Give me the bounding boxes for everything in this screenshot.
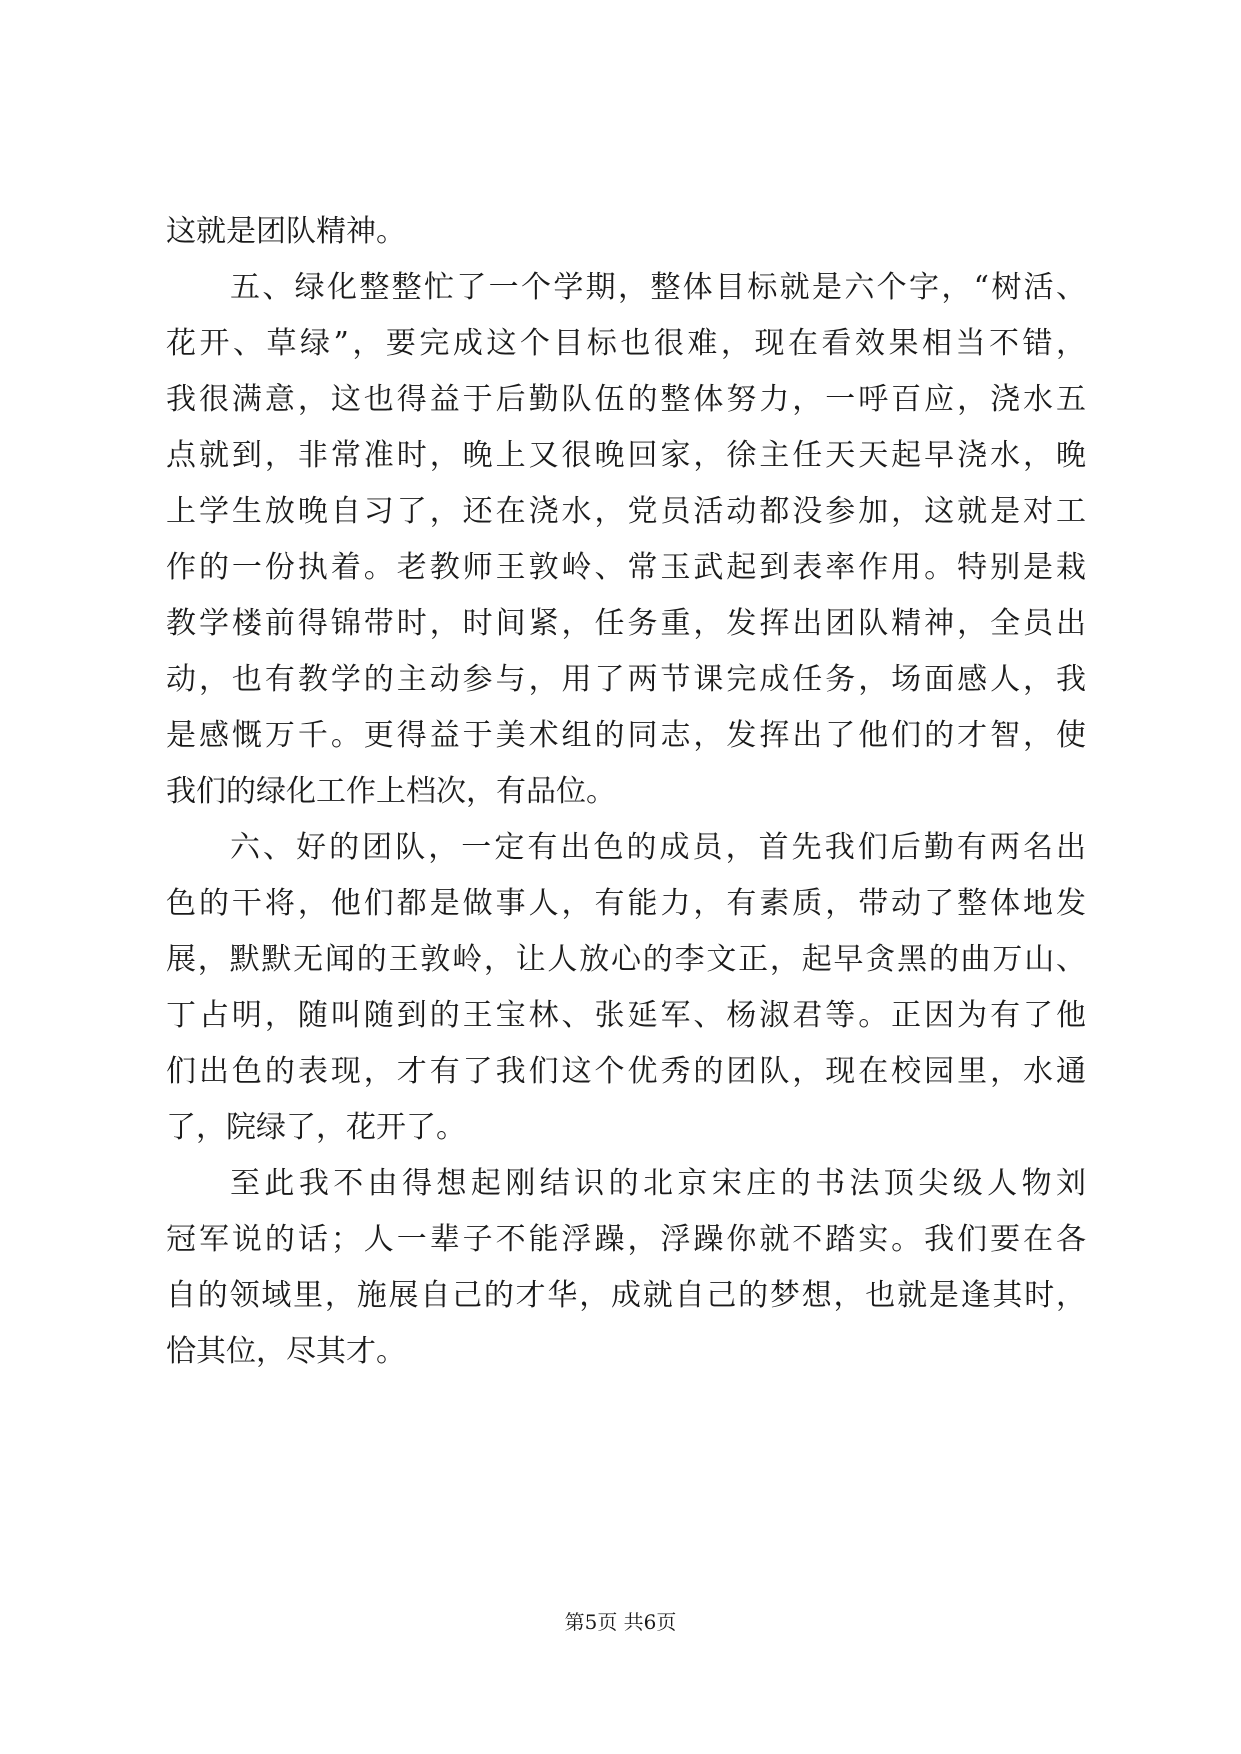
paragraph-line: 冠军说的话；人一辈子不能浮躁，浮躁你就不踏实。我们要在各	[166, 1222, 1086, 1257]
page-number-footer: 第5页 共6页	[564, 1610, 677, 1634]
paragraph-line: 至此我不由得想起刚结识的北京宋庄的书法顶尖级人物刘	[230, 1166, 1086, 1201]
paragraph-line: 花开、草绿”，要完成这个目标也很难，现在看效果相当不错，	[166, 326, 1086, 361]
paragraph-line: 是感慨万千。更得益于美术组的同志，发挥出了他们的才智，使	[166, 718, 1086, 753]
paragraph-line: 我很满意，这也得益于后勤队伍的整体努力，一呼百应，浇水五	[166, 382, 1086, 417]
paragraph-line: 们出色的表现，才有了我们这个优秀的团队，现在校园里，水通	[166, 1054, 1086, 1089]
paragraph-line: 教学楼前得锦带时，时间紧，任务重，发挥出团队精神，全员出	[166, 606, 1086, 641]
paragraph-line: 自的领域里，施展自己的才华，成就自己的梦想，也就是逢其时，	[166, 1278, 1086, 1313]
paragraph-line: 展，默默无闻的王敦岭，让人放心的李文正，起早贪黑的曲万山、	[166, 942, 1086, 977]
paragraph-line: 动，也有教学的主动参与，用了两节课完成任务，场面感人，我	[166, 662, 1086, 697]
paragraph-line: 作的一份执着。老教师王敦岭、常玉武起到表率作用。特别是栽	[166, 550, 1086, 585]
paragraph-line: 恰其位，尽其才。	[166, 1334, 406, 1369]
paragraph-line: 色的干将，他们都是做事人，有能力，有素质，带动了整体地发	[166, 886, 1086, 921]
paragraph-line: 点就到，非常准时，晚上又很晚回家，徐主任天天起早浇水，晚	[166, 438, 1086, 473]
paragraph-line: 上学生放晚自习了，还在浇水，党员活动都没参加，这就是对工	[166, 494, 1086, 529]
paragraph-line: 丁占明，随叫随到的王宝林、张延军、杨淑君等。正因为有了他	[166, 998, 1086, 1033]
paragraph-line: 我们的绿化工作上档次，有品位。	[166, 774, 616, 809]
paragraph-line: 六、好的团队，一定有出色的成员，首先我们后勤有两名出	[230, 830, 1086, 865]
paragraph-line: 了，院绿了，花开了。	[166, 1110, 466, 1145]
paragraph-line: 这就是团队精神。	[166, 214, 406, 249]
paragraph-line: 五、绿化整整忙了一个学期，整体目标就是六个字，“树活、	[230, 270, 1086, 305]
